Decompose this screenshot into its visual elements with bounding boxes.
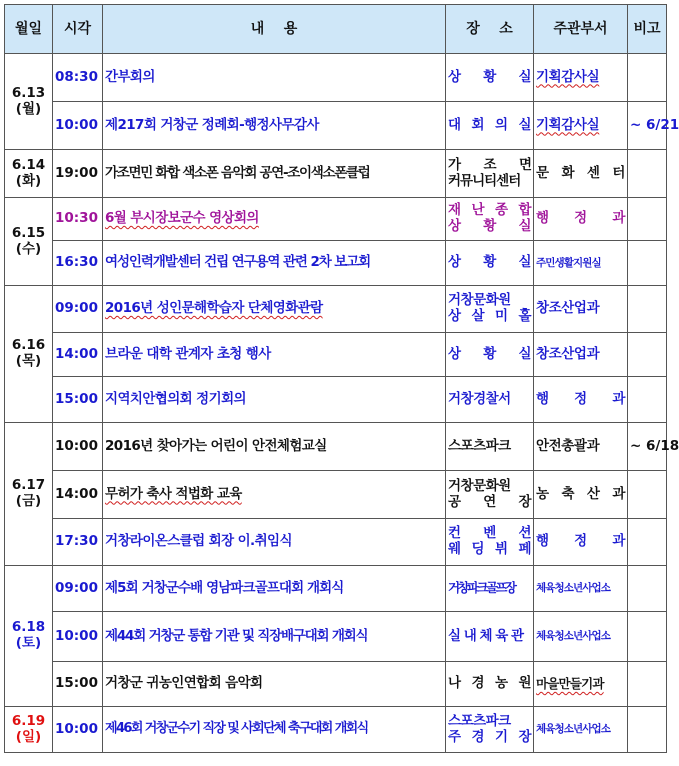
- content-text: 2016년 성인문해학습자 단체영화관람: [105, 300, 323, 317]
- weekday-label: (월): [15, 100, 42, 117]
- place-cell: [446, 519, 534, 566]
- date-cell: [5, 54, 53, 150]
- place-line: 상 황 실: [448, 218, 531, 234]
- date-cell: [5, 707, 53, 753]
- table-row: [5, 519, 667, 566]
- content-cell: 지역치안협의회 정기회의: [103, 377, 446, 423]
- note-cell: [628, 150, 667, 198]
- weekday-label: (토): [15, 635, 42, 651]
- dept-cell: [534, 54, 628, 102]
- content-cell: 거창군 귀농인연합회 음악회: [103, 662, 446, 707]
- header-note: 비고: [628, 5, 667, 54]
- dept-cell: 체육청소년사업소: [534, 707, 628, 753]
- dept-cell: [534, 333, 628, 377]
- date-label: 6.15: [11, 224, 46, 241]
- table-row: [5, 150, 667, 198]
- place-cell: [446, 241, 534, 286]
- content-cell: 거창라이온스클럽 회장 이.취임식: [103, 519, 446, 566]
- date-cell: [5, 198, 53, 286]
- weekday-label: (금): [15, 493, 42, 509]
- place-line: 공 연 장: [448, 493, 531, 510]
- content-text: 6월 부시장보군수 영상회의: [105, 210, 259, 227]
- table-row: [5, 333, 667, 377]
- content-cell: 간부회의: [103, 54, 446, 102]
- note-cell: [628, 471, 667, 519]
- note-cell: ~ 6/21: [628, 102, 667, 150]
- place-line: 스포츠파크: [448, 712, 511, 729]
- weekday-label: (화): [15, 172, 42, 189]
- weekday-label: (수): [15, 240, 42, 257]
- place-line: 주 경 기 장: [448, 728, 531, 745]
- place-line: 가 조 면: [448, 156, 531, 173]
- place-line: 커뮤니티센터: [448, 172, 521, 189]
- place-cell: [446, 286, 534, 333]
- header-time: 시각: [53, 5, 103, 54]
- header-dept: 주관부서: [534, 5, 628, 54]
- table-row: [5, 377, 667, 423]
- time-cell: 09:00: [53, 566, 103, 612]
- place-line: 거창문화원: [448, 292, 511, 309]
- dept-cell: 체육청소년사업소: [534, 566, 628, 612]
- note-cell: [628, 662, 667, 707]
- dept-cell: [534, 198, 628, 241]
- date-cell: [5, 286, 53, 423]
- dept-text: 행 정 과: [536, 533, 625, 550]
- note-cell: [628, 241, 667, 286]
- table-row: [5, 707, 667, 753]
- content-cell: [103, 198, 446, 241]
- date-label: 6.17: [11, 477, 46, 494]
- dept-cell: [534, 662, 628, 707]
- dept-cell: [534, 286, 628, 333]
- dept-text: 행 정 과: [536, 390, 625, 407]
- schedule-page: [4, 4, 679, 760]
- place-text: 대 회 의 실: [448, 116, 531, 133]
- time-cell: 10:00: [53, 102, 103, 150]
- content-cell: 브라운 대학 관계자 초청 행사: [103, 333, 446, 377]
- content-text: 무허가 축사 적법화 교육: [105, 485, 242, 502]
- place-cell: 실 내 체 육 관: [446, 612, 534, 662]
- content-cell: 제217회 거창군 정례회-행정사무감사: [103, 102, 446, 150]
- dept-cell: [534, 102, 628, 150]
- header-content: 내 용: [103, 5, 446, 54]
- time-cell: 14:00: [53, 471, 103, 519]
- header-date: 월일: [5, 5, 53, 54]
- place-text: 상 황 실: [448, 254, 531, 271]
- date-label: 6.13: [11, 84, 46, 101]
- date-cell: [5, 423, 53, 566]
- dept-text: 행 정 과: [536, 210, 625, 227]
- time-cell: 14:00: [53, 333, 103, 377]
- time-cell: 16:30: [53, 241, 103, 286]
- place-cell: [446, 662, 534, 707]
- dept-text: 창조산업과: [536, 300, 600, 317]
- dept-text: 기획감사실: [536, 116, 600, 133]
- weekday-label: (일): [15, 728, 42, 745]
- place-cell: [446, 198, 534, 241]
- content-cell: 제5회 거창군수배 영남파크골프대회 개회식: [103, 566, 446, 612]
- place-line: 재 난 종 합: [448, 202, 531, 219]
- schedule-table: [4, 4, 679, 753]
- place-cell: [446, 423, 534, 471]
- header-row: [5, 5, 667, 54]
- place-cell: [446, 150, 534, 198]
- note-cell: [628, 519, 667, 566]
- content-cell: 2016년 찾아가는 어린이 안전체험교실: [103, 423, 446, 471]
- dept-text: 창조산업과: [536, 345, 600, 362]
- time-cell: 10:30: [53, 198, 103, 241]
- date-label: 6.19: [11, 712, 46, 729]
- table-row: [5, 286, 667, 333]
- content-cell: 제44회 거창군 통합 기관 및 직장배구대회 개회식: [103, 612, 446, 662]
- dept-cell: [534, 377, 628, 423]
- dept-text: 마을만들기과: [536, 675, 604, 691]
- note-cell: [628, 566, 667, 612]
- place-text: 상 황 실: [448, 345, 531, 362]
- date-cell: [5, 150, 53, 198]
- place-text: 거창경찰서: [448, 390, 511, 407]
- place-cell: [446, 377, 534, 423]
- table-row: [5, 241, 667, 286]
- date-cell: [5, 566, 53, 707]
- time-cell: 10:00: [53, 612, 103, 662]
- place-cell: [446, 54, 534, 102]
- dept-text: 문 화 센 터: [536, 164, 625, 181]
- dept-cell: 주민생활지원실: [534, 241, 628, 286]
- dept-cell: [534, 150, 628, 198]
- content-cell: [103, 286, 446, 333]
- content-cell: 가조면민 화합 색소폰 음악회 공연-조이색소폰클럽: [103, 150, 446, 198]
- content-cell: 제46회 거창군수기 직장 및 사회단체 축구대회 개회식: [103, 707, 446, 753]
- header-place: 장 소: [446, 5, 534, 54]
- table-row: [5, 662, 667, 707]
- dept-cell: [534, 471, 628, 519]
- note-cell: [628, 54, 667, 102]
- dept-text: 안전총괄과: [536, 437, 600, 454]
- date-label: 6.16: [11, 337, 46, 354]
- time-cell: 10:00: [53, 423, 103, 471]
- place-cell: [446, 471, 534, 519]
- place-cell: [446, 707, 534, 753]
- dept-cell: [534, 423, 628, 471]
- dept-text: 기획감사실: [536, 68, 600, 85]
- place-cell: [446, 333, 534, 377]
- place-cell: [446, 102, 534, 150]
- time-cell: 15:00: [53, 377, 103, 423]
- table-row: [5, 612, 667, 662]
- table-row: [5, 566, 667, 612]
- place-line: 컨 벤 션: [448, 525, 531, 542]
- dept-cell: [534, 519, 628, 566]
- place-text: 스포츠파크: [448, 437, 511, 454]
- weekday-label: (목): [15, 353, 42, 369]
- note-cell: [628, 707, 667, 753]
- place-line: 웨 딩 뷔 페: [448, 541, 531, 557]
- note-cell: [628, 198, 667, 241]
- time-cell: 09:00: [53, 286, 103, 333]
- place-line: 거창문화원: [448, 477, 511, 494]
- note-cell: [628, 612, 667, 662]
- time-cell: 15:00: [53, 662, 103, 707]
- time-cell: 17:30: [53, 519, 103, 566]
- table-row: [5, 471, 667, 519]
- time-cell: 19:00: [53, 150, 103, 198]
- content-cell: [103, 471, 446, 519]
- place-cell: 거창파크골프장: [446, 566, 534, 612]
- table-row: [5, 423, 667, 471]
- dept-cell: 체육청소년사업소: [534, 612, 628, 662]
- content-cell: 여성인력개발센터 건립 연구용역 관련 2차 보고회: [103, 241, 446, 286]
- date-label: 6.18: [11, 619, 46, 636]
- note-cell: ~ 6/18: [628, 423, 667, 471]
- table-row: [5, 54, 667, 102]
- table-row: [5, 198, 667, 241]
- time-cell: 10:00: [53, 707, 103, 753]
- place-text: 상 황 실: [448, 68, 531, 85]
- place-line: 상 살 미 홀: [448, 308, 531, 324]
- note-cell: [628, 377, 667, 423]
- dept-text: 농 축 산 과: [536, 485, 625, 502]
- note-cell: [628, 333, 667, 377]
- time-cell: 08:30: [53, 54, 103, 102]
- table-row: [5, 102, 667, 150]
- note-cell: [628, 286, 667, 333]
- place-text: 나 경 농 원: [448, 675, 531, 692]
- date-label: 6.14: [11, 156, 46, 173]
